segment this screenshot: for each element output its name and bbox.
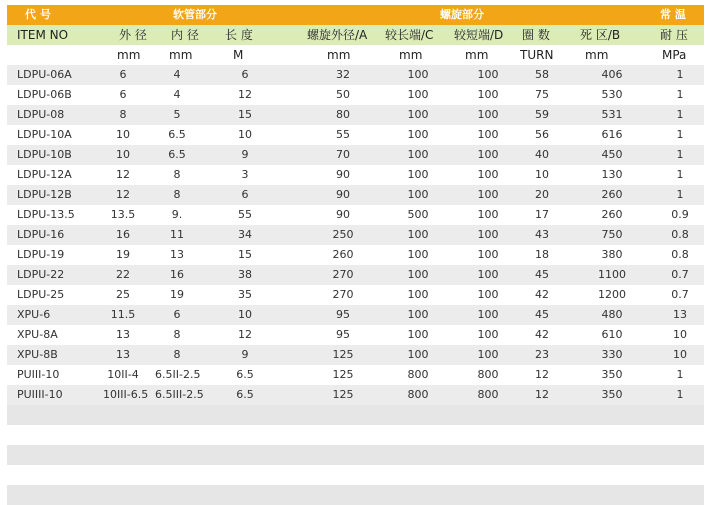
pressure-cell: 1 [676,368,684,381]
inner-diameter-cell: 9. [171,208,183,221]
inner-diameter-cell: 6.5II-2.5 [155,368,201,381]
item-code-cell: LDPU-25 [17,288,65,301]
outer-diameter-cell: 10 [116,148,130,161]
short-end-cell: 100 [477,128,499,141]
outer-diameter-cell: 12 [116,188,130,201]
turns-cell: 58 [535,68,549,81]
dead-zone-cell: 130 [601,168,623,181]
short-end-header: 较短端/D [454,28,504,42]
pressure-cell: 13 [673,308,687,321]
short-end-cell: 100 [477,148,499,161]
outer-diameter-cell: 11.5 [110,308,136,321]
turns-cell: 43 [535,228,549,241]
table-row [7,205,704,225]
turns-cell: 59 [535,108,549,121]
table-row [7,385,704,405]
outer-diameter-cell: 25 [116,288,130,301]
turns-cell: 18 [535,248,549,261]
unit-long-end: mm [399,48,423,62]
dead-zone-cell: 610 [601,328,623,341]
dead-zone-header: 死 区/B [580,28,621,42]
unit-outer-diameter: mm [117,48,141,62]
spiral-outer-cell: 125 [332,388,354,401]
item-code-cell: LDPU-10B [17,148,72,161]
inner-diameter-cell: 5 [173,108,181,121]
turns-cell: 17 [535,208,549,221]
dead-zone-cell: 480 [601,308,623,321]
spiral-outer-cell: 260 [332,248,354,261]
short-end-cell: 100 [477,108,499,121]
long-end-cell: 100 [407,68,429,81]
short-end-cell: 100 [477,168,499,181]
item-code-cell: XPU-8B [17,348,58,361]
long-end-cell: 100 [407,188,429,201]
short-end-cell: 100 [477,288,499,301]
dead-zone-cell: 380 [601,248,623,261]
table-row [7,125,704,145]
pressure-cell: 1 [676,108,684,121]
pressure-cell: 0.8 [671,228,689,241]
spiral-outer-cell: 95 [336,328,350,341]
dead-zone-cell: 1200 [598,288,626,301]
length-header: 长 度 [225,28,253,42]
long-end-cell: 100 [407,348,429,361]
item-code-cell: XPU-6 [17,308,51,321]
unit-inner-diameter: mm [169,48,193,62]
outer-diameter-cell: 10III-6.5 [103,388,149,401]
item-code-cell: LDPU-10A [17,128,72,141]
hose-part-label: 软管部分 [173,8,217,21]
turns-cell: 40 [535,148,549,161]
empty-row [7,405,704,425]
item-code-cell: LDPU-06A [17,68,72,81]
short-end-cell: 100 [477,88,499,101]
item-code-cell: LDPU-22 [17,268,65,281]
inner-diameter-cell: 13 [170,248,184,261]
spiral-outer-cell: 32 [336,68,350,81]
spiral-outer-cell: 95 [336,308,350,321]
item-code-cell: LDPU-13.5 [17,208,75,221]
turns-cell: 42 [535,328,549,341]
table-row [7,65,704,85]
long-end-cell: 800 [407,388,429,401]
item-code-cell: LDPU-08 [17,108,65,121]
spiral-outer-cell: 90 [336,208,350,221]
length-cell: 6 [241,188,249,201]
inner-diameter-header: 内 径 [171,28,199,42]
long-end-cell: 100 [407,168,429,181]
spiral-outer-cell: 270 [332,268,354,281]
table-body [7,65,704,405]
outer-diameter-cell: 13 [116,348,130,361]
short-end-cell: 100 [477,208,499,221]
pressure-cell: 1 [676,148,684,161]
turns-cell: 45 [535,268,549,281]
dead-zone-cell: 260 [601,188,623,201]
dead-zone-cell: 350 [601,368,623,381]
spiral-outer-cell: 125 [332,368,354,381]
table-row [7,265,704,285]
short-end-cell: 100 [477,328,499,341]
inner-diameter-cell: 19 [170,288,184,301]
long-end-cell: 100 [407,88,429,101]
pressure-cell: 0.7 [671,288,689,301]
length-cell: 6.5 [236,388,254,401]
code-group-label: 代 号 [25,8,51,21]
pressure-cell: 1 [676,168,684,181]
dead-zone-cell: 531 [601,108,623,121]
pressure-cell: 1 [676,388,684,401]
long-end-cell: 100 [407,248,429,261]
outer-diameter-cell: 10 [116,128,130,141]
dead-zone-cell: 330 [601,348,623,361]
inner-diameter-cell: 8 [173,328,181,341]
short-end-cell: 100 [477,188,499,201]
table-row [7,245,704,265]
pressure-cell: 10 [673,348,687,361]
spiral-outer-cell: 90 [336,168,350,181]
turns-cell: 20 [535,188,549,201]
table-row [7,145,704,165]
item-code-cell: LDPU-12A [17,168,72,181]
dead-zone-cell: 750 [601,228,623,241]
spiral-part-label: 螺旋部分 [440,8,484,21]
pressure-cell: 0.8 [671,248,689,261]
length-cell: 15 [238,248,252,261]
length-cell: 3 [241,168,249,181]
outer-diameter-cell: 19 [116,248,130,261]
outer-diameter-header: 外 径 [119,28,147,42]
dead-zone-cell: 260 [601,208,623,221]
unit-spiral-outer: mm [327,48,351,62]
spiral-outer-cell: 55 [336,128,350,141]
outer-diameter-cell: 13.5 [110,208,136,221]
short-end-cell: 100 [477,248,499,261]
spiral-outer-cell: 125 [332,348,354,361]
long-end-cell: 100 [407,288,429,301]
short-end-cell: 100 [477,68,499,81]
length-cell: 38 [238,268,252,281]
inner-diameter-cell: 8 [173,348,181,361]
pressure-cell: 0.9 [671,208,689,221]
item-code-cell: LDPU-19 [17,248,65,261]
item-code-cell: LDPU-06B [17,88,72,101]
pressure-cell: 1 [676,188,684,201]
unit-length: M [233,48,244,62]
spiral-outer-cell: 80 [336,108,350,121]
spiral-outer-cell: 50 [336,88,350,101]
short-end-cell: 800 [477,368,499,381]
short-end-cell: 800 [477,388,499,401]
inner-diameter-cell: 6.5 [168,148,186,161]
long-end-cell: 100 [407,148,429,161]
header-row-1 [7,5,704,25]
length-cell: 35 [238,288,252,301]
long-end-header: 较长端/C [385,28,434,42]
inner-diameter-cell: 4 [173,88,181,101]
units-row [7,45,704,65]
table-row [7,85,704,105]
spec-table [7,5,704,505]
dead-zone-cell: 530 [601,88,623,101]
table-row [7,365,704,385]
empty-row [7,445,704,465]
inner-diameter-cell: 6 [173,308,181,321]
empty-row [7,465,704,485]
outer-diameter-cell: 13 [116,328,130,341]
table-row [7,305,704,325]
spiral-outer-cell: 250 [332,228,354,241]
dead-zone-cell: 616 [601,128,623,141]
length-cell: 9 [241,148,249,161]
outer-diameter-cell: 10II-4 [107,368,139,381]
pressure-cell: 1 [676,68,684,81]
inner-diameter-cell: 8 [173,188,181,201]
short-end-cell: 100 [477,268,499,281]
empty-row [7,425,704,445]
inner-diameter-cell: 8 [173,168,181,181]
turns-cell: 42 [535,288,549,301]
item-code-cell: LDPU-16 [17,228,65,241]
length-cell: 9 [241,348,249,361]
length-cell: 15 [238,108,252,121]
length-cell: 6 [241,68,249,81]
item-code-cell: PUIIII-10 [17,388,63,401]
unit-dead-zone: mm [585,48,609,62]
pressure-cell: 1 [676,128,684,141]
unit-pressure: MPa [662,48,687,62]
table-row [7,105,704,125]
length-cell: 12 [238,328,252,341]
length-cell: 12 [238,88,252,101]
item-no-header: ITEM NO [17,28,69,42]
dead-zone-cell: 350 [601,388,623,401]
inner-diameter-cell: 16 [170,268,184,281]
inner-diameter-cell: 6.5 [168,128,186,141]
pressure-cell: 1 [676,88,684,101]
item-code-cell: LDPU-12B [17,188,72,201]
table-row [7,285,704,305]
item-code-cell: PUIII-10 [17,368,60,381]
header-row-2 [7,25,704,45]
inner-diameter-cell: 4 [173,68,181,81]
long-end-cell: 800 [407,368,429,381]
outer-diameter-cell: 16 [116,228,130,241]
short-end-cell: 100 [477,308,499,321]
table-row [7,165,704,185]
table-row [7,345,704,365]
outer-diameter-cell: 22 [116,268,130,281]
long-end-cell: 100 [407,308,429,321]
spiral-outer-cell: 270 [332,288,354,301]
outer-diameter-cell: 8 [119,108,127,121]
item-code-cell: XPU-8A [17,328,58,341]
unit-turns: TURN [520,48,554,62]
length-cell: 34 [238,228,252,241]
turns-cell: 45 [535,308,549,321]
inner-diameter-cell: 11 [170,228,184,241]
dead-zone-cell: 450 [601,148,623,161]
spiral-outer-cell: 70 [336,148,350,161]
dead-zone-cell: 406 [601,68,623,81]
long-end-cell: 100 [407,128,429,141]
turns-cell: 10 [535,168,549,181]
spiral-outer-header: 螺旋外径/A [307,28,368,42]
turns-cell: 23 [535,348,549,361]
short-end-cell: 100 [477,228,499,241]
length-cell: 10 [238,308,252,321]
outer-diameter-cell: 6 [119,68,127,81]
length-cell: 55 [238,208,252,221]
short-end-cell: 100 [477,348,499,361]
outer-diameter-cell: 6 [119,88,127,101]
turns-cell: 12 [535,388,549,401]
spiral-outer-cell: 90 [336,188,350,201]
turns-cell: 75 [535,88,549,101]
pressure-cell: 0.7 [671,268,689,281]
long-end-cell: 100 [407,228,429,241]
table-row [7,185,704,205]
long-end-cell: 500 [407,208,429,221]
turns-cell: 56 [535,128,549,141]
outer-diameter-cell: 12 [116,168,130,181]
turns-header: 圈 数 [522,28,550,42]
pressure-cell: 10 [673,328,687,341]
normal-temp-label: 常 温 [660,8,686,21]
pressure-header: 耐 压 [660,28,688,42]
dead-zone-cell: 1100 [598,268,626,281]
empty-row [7,485,704,505]
turns-cell: 12 [535,368,549,381]
long-end-cell: 100 [407,328,429,341]
length-cell: 6.5 [236,368,254,381]
table-row [7,225,704,245]
unit-short-end: mm [465,48,489,62]
long-end-cell: 100 [407,268,429,281]
length-cell: 10 [238,128,252,141]
table-row [7,325,704,345]
long-end-cell: 100 [407,108,429,121]
inner-diameter-cell: 6.5III-2.5 [155,388,204,401]
